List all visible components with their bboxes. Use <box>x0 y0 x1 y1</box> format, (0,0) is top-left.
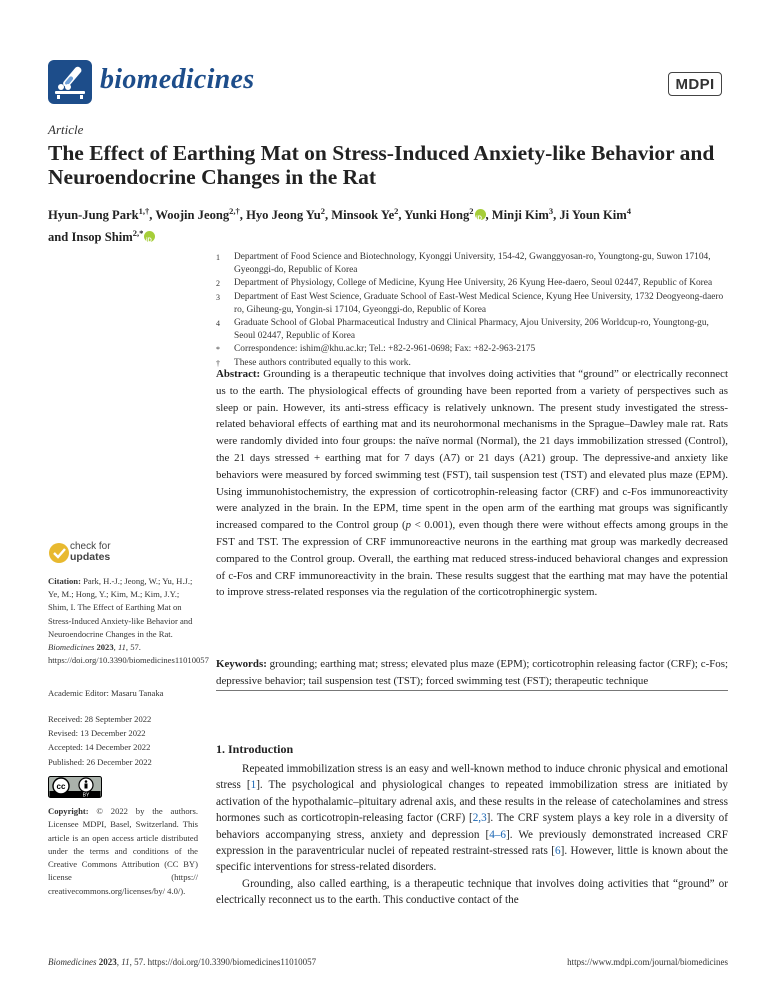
revised-date: Revised: 13 December 2022 <box>48 728 146 739</box>
check-for-updates-label[interactable]: check for updates <box>70 541 111 563</box>
affiliation-item: 2 Department of Physiology, College of Medicine, Kyung Hee University, 26 Kyung Hee-daero, Seoul 02447, Republic of Korea <box>216 278 713 289</box>
affiliation-item: 3 Department of East West Science, Graduate School of East-West Medical Science, Kyung Hee University, 1732 Deogyeong-daero ro, Giheung-gu, Yongin-si 17104, Gyeonggi-do, Republic of Korea <box>216 291 724 315</box>
reference-link[interactable]: 6 <box>555 845 561 858</box>
footer-journal-url[interactable]: https://www.mdpi.com/journal/biomedicines <box>567 957 728 967</box>
correspondence: * Correspondence: ishim@khu.ac.kr; Tel.: +82-2-961-0698; Fax: +82-2-963-2175 <box>216 344 536 355</box>
keywords: Keywords: grounding; earthing mat; stress; elevated plus maze (EPM); corticotrophin releasing factor (CRF); c-Fos; depressive behavior; tail suspension test (TST); forced swimming test (FST); therapeutic technique <box>216 658 728 687</box>
accepted-date: Accepted: 14 December 2022 <box>48 742 151 753</box>
copyright-notice: Copyright: © 2022 by the authors. Licensee MDPI, Basel, Switzerland. This article is an open access article distributed under the terms and conditions of the Creative Commons Attribution (CC BY) license (https:// creativecommons.org/licenses/by/ 4.0/). <box>48 806 198 896</box>
equal-contribution-note: † These authors contributed equally to this work. <box>216 357 411 368</box>
mdpi-logo[interactable]: MDPI <box>668 72 722 96</box>
author[interactable]: Woojin Jeong$^{2,\dagger}$ <box>155 206 240 223</box>
author[interactable]: and Insop Shim$^{2,*}$ <box>48 228 144 245</box>
author[interactable]: Hyun-Jung Park$^{1,\dagger}$ <box>48 206 150 223</box>
paragraph: Repeated immobilization stress is an easy and well-known method to induce chronic physical and emotional stress [1]. The psychological and physiological changes to repeated immobilization stress are initiated by activation of the hypothalamic–pituitary adrenal axis, and these results in the release of catecholamines and stress hormones such as corticotropin-releasing factor (CRF) [2,3]. The CRF system plays a key role in a diversity of behaviors accompanying stress, anxiety and depression [4–6]. We previously demonstrated increased CRF expression in the paraventricular nuclei of repeated restraint-stressed rats [6]. However, little is known about the specific interventions for stress-related disorders. <box>216 763 729 874</box>
article-type: Article <box>48 122 84 137</box>
section-divider <box>216 690 728 691</box>
author[interactable]: Ji Youn Kim$^4$ <box>559 206 632 223</box>
citation: Citation: Park, H.-J.; Jeong, W.; Yu, H.J.; Ye, M.; Hong, Y.; Kim, M.; Kim, J.Y.; Shim, I. The Effect of Earthing Mat on Stress-Induced Anxiety-like Behavior and Neuroendocrine Changes in the Rat. Biomedicines 2023, 11, 57. https://doi.org/10.3390/biomedicines11010057 <box>48 576 209 666</box>
author[interactable]: Minji Kim$^3$ <box>491 206 554 223</box>
author[interactable]: Minsook Ye$^2$ <box>331 206 399 223</box>
journal-logo-icon <box>48 60 92 104</box>
introduction-body <box>216 761 728 909</box>
paragraph: Grounding, also called earthing, is a therapeutic technique that involves doing activities that “ground” or electrically reconnect us to the earth. This conductive contact of the <box>216 877 728 907</box>
orcid-icon[interactable] <box>144 231 155 242</box>
journal-name[interactable]: biomedicines <box>100 64 255 95</box>
cc-by-license-icon[interactable] <box>48 776 102 798</box>
svg-text:cc: cc <box>56 782 66 791</box>
publication-dates <box>48 712 198 769</box>
svg-text:BY: BY <box>82 792 90 798</box>
author-list: Hyun-Jung Park$^{1,\dagger}$, Woojin Jeong$^{2,\dagger}$, Hyo Jeong Yu$^2$, Minsook Ye$^2$, Yunki Hong$^2$iD , Minji Kim$^3$, Ji Youn Kim$^4$ and Insop Shim$^{2,*}$iD <box>48 202 728 246</box>
article-title: The Effect of Earthing Mat on Stress-Induced Anxiety-like Behavior and Neuroendocrine Changes in the Rat <box>48 141 715 189</box>
author[interactable]: Hyo Jeong Yu$^2$ <box>246 206 325 223</box>
academic-editor: Academic Editor: Masaru Tanaka <box>48 688 164 698</box>
author[interactable]: Yunki Hong$^2$ <box>404 206 474 223</box>
reference-link[interactable]: 4–6 <box>489 828 507 841</box>
footer-citation: Biomedicines 2023, 11, 57. https://doi.org/10.3390/biomedicines11010057 <box>48 957 317 967</box>
orcid-icon[interactable] <box>475 209 486 220</box>
reference-link[interactable]: 1 <box>250 779 257 792</box>
abstract: Abstract: Grounding is a therapeutic technique that involves doing activities that “ground” or electrically reconnect us to the earth. The physiological effects of grounding have been reported from a variety of perspectives such as sleep or pain. However, its anti-stress efficacy is relatively unknown. The present study investigated the stress-related behavioral effects of earthing mat and its neurohormonal mechanisms in the Sprague–Dawley male rat. Rats were randomly divided into four groups: the naïve normal (Normal), the 21 days immobilization stressed (Control), the 21 days stressed + earthing mat for 7 days (A7) or 21 days (A21) group. The depressive-and anxiety like behaviors were measured by forced swimming test (FST), tail suspension test (TST) and elevated plus maze (EPM). Using immunohistochemistry, the expression of corticotrophin-releasing factor (CRF) and c-Fos immunoreactivity were analyzed in the brain. In the EPM, time spent in the open arm of the earthing mat groups was significantly increased compared to the Control group (p < 0.001), even though there were without effects among groups in the FST and TST. The expression of CRF immunoreactive neurons in the earthing mat group was markedly decreased compared to the Control group. Overall, the earthing mat reduced stress-induced behavioral changes and expression of c-Fos and CRF immunoreactivity in the brain. These results suggest that the earthing mat may have the potential to improve stress-related responses via the regulation of the corticotrophinergic system. <box>216 368 728 599</box>
affiliations <box>216 251 728 370</box>
affiliation-item: 1 Department of Food Science and Biotechnology, Kyonggi University, 154-42, Gwanggyosan-ro, Youngtong-gu, Suwon 17104, Gyeonggi-do, Republic of Korea <box>216 252 711 276</box>
check-for-updates-icon <box>48 540 70 566</box>
received-date: Received: 28 September 2022 <box>48 714 152 724</box>
reference-link[interactable]: 2,3 <box>472 812 487 825</box>
published-date: Published: 26 December 2022 <box>48 756 152 767</box>
affiliation-item: 4 Graduate School of Global Pharmaceutical Industry and Clinical Pharmacy, Ajou University, 206 Worldcup-ro, Youngtong-gu, Seoul 02447, Republic of Korea <box>216 318 709 342</box>
section-heading: 1. Introduction <box>216 742 294 756</box>
